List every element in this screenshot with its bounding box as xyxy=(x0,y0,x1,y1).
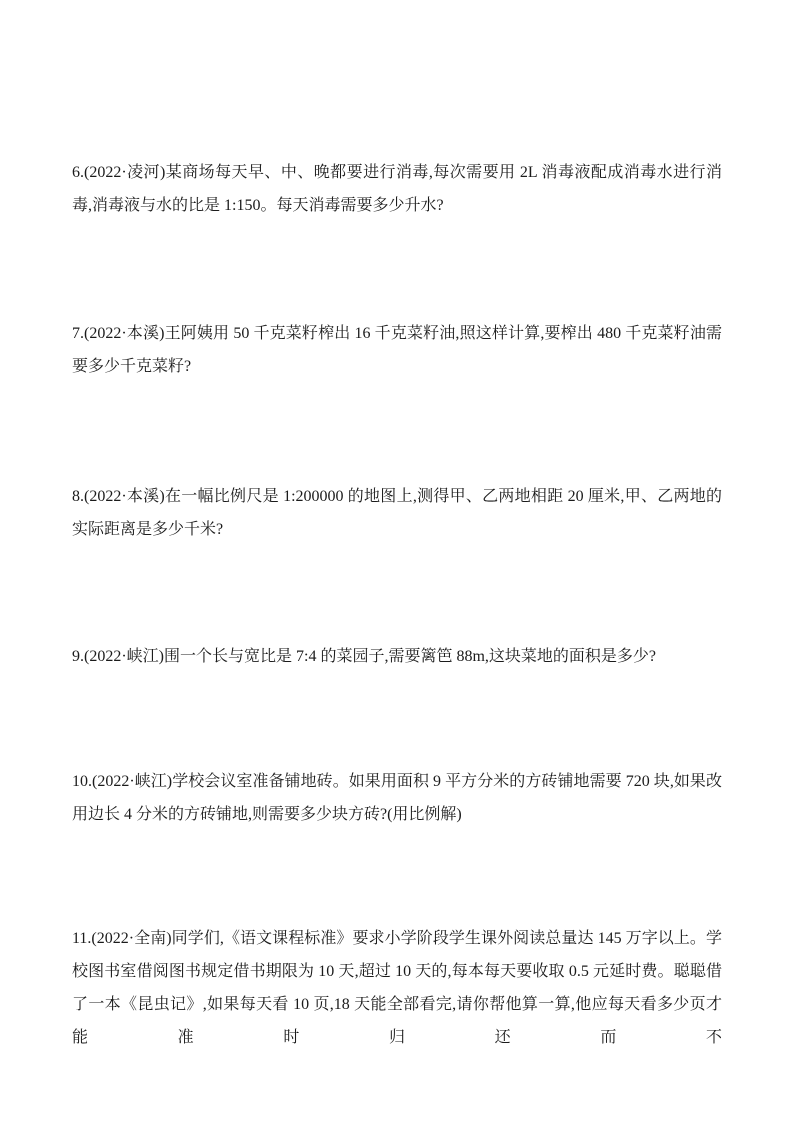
problem-body: 在一幅比例尺是 1:200000 的地图上,测得甲、乙两地相距 20 厘米,甲、乙两地的实际距离是多少千米? xyxy=(72,488,722,538)
problem-source: (2022·峡江) xyxy=(84,648,164,665)
problem-number: 6. xyxy=(72,164,84,181)
problem-source: (2022·本溪) xyxy=(84,488,165,505)
problem-source: (2022·全南) xyxy=(91,930,172,947)
problem-number: 9. xyxy=(72,648,84,665)
problem-body: 围一个长与宽比是 7:4 的菜园子,需要篱笆 88m,这块菜地的面积是多少? xyxy=(164,648,656,665)
problem-body: 学校会议室准备铺地砖。如果用面积 9 平方分米的方砖铺地需要 720 块,如果改用边长 4 分米的方砖铺地,则需要多少块方砖?(用比例解) xyxy=(72,773,722,823)
problem-number: 11. xyxy=(72,930,92,947)
problem-7 xyxy=(72,317,722,383)
problem-9 xyxy=(72,640,722,673)
problem-10 xyxy=(72,765,722,831)
problems-list xyxy=(72,156,722,1054)
problem-body: 同学们,《语文课程标准》要求小学阶段学生课外阅读总量达 145 万字以上。学校图书室借阅图书规定借书期限为 10 天,超过 10 天的,每本每天要收取 0.5 元延时费。聪聪借了一本《昆虫记》,如果每天看 10 页,18 天能全部看完,请你帮他算一算,他应每天看多少页才能准时归还而不 xyxy=(72,930,722,1046)
problem-source: (2022·峡江) xyxy=(92,773,173,790)
problem-source: (2022·凌河) xyxy=(84,164,166,181)
problem-source: (2022·本溪) xyxy=(84,325,165,342)
problem-number: 8. xyxy=(72,488,84,505)
problem-body: 某商场每天早、中、晚都要进行消毒,每次需要用 2L 消毒液配成消毒水进行消毒,消毒液与水的比是 1:150。每天消毒需要多少升水? xyxy=(72,164,722,214)
problem-11 xyxy=(72,922,722,1054)
problem-number: 7. xyxy=(72,325,84,342)
problem-8 xyxy=(72,480,722,546)
problem-6 xyxy=(72,156,722,222)
problem-body: 王阿姨用 50 千克菜籽榨出 16 千克菜籽油,照这样计算,要榨出 480 千克菜籽油需要多少千克菜籽? xyxy=(72,325,722,375)
problem-number: 10. xyxy=(72,773,92,790)
